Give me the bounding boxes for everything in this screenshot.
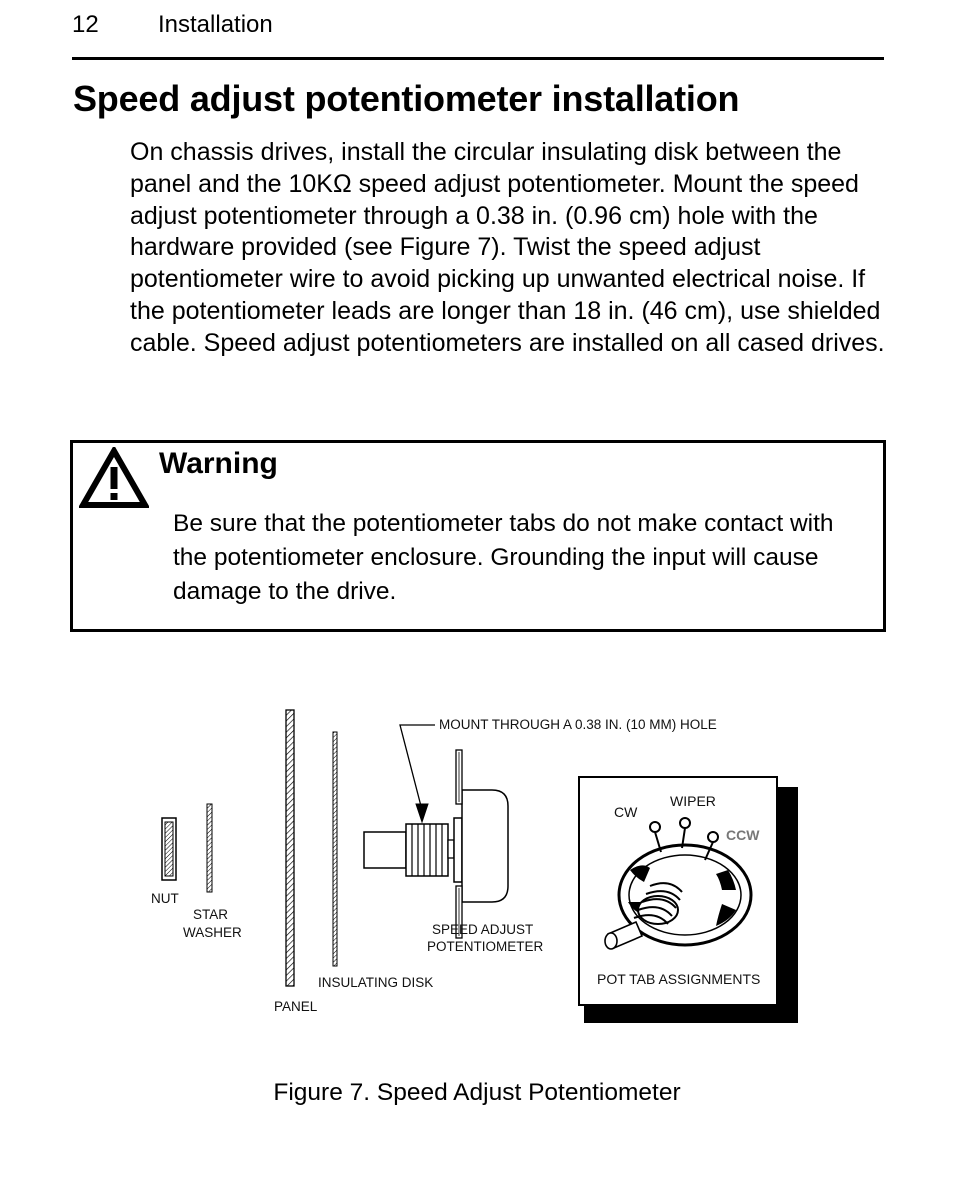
potentiometer-diagram: [130, 690, 830, 1040]
warning-text: Be sure that the potentiometer tabs do not make contact with the potentiometer enclosure. Grounding the input will cause damage to the drive.: [173, 510, 834, 605]
figure-caption: Figure 7. Speed Adjust Potentiometer: [273, 1079, 681, 1106]
page-number: 12: [72, 11, 99, 38]
potentiometer-label-line1: SPEED ADJUST: [432, 922, 534, 937]
panel-shape: [286, 710, 294, 986]
pot-tab-inset: [579, 777, 798, 1023]
inset-ccw-label: CCW: [726, 827, 760, 843]
section-name: Installation: [158, 11, 273, 38]
nut-shape: [162, 818, 176, 880]
page-title: Speed adjust potentiometer installation: [73, 78, 740, 119]
hole-callout-arrow: [400, 725, 435, 822]
insulating-disk-shape: [333, 732, 337, 966]
star-washer-shape: [207, 804, 212, 892]
hole-callout-label: MOUNT THROUGH A 0.38 IN. (10 MM) HOLE: [439, 717, 717, 732]
body-paragraph: On chassis drives, install the circular insulating disk between the panel and the 10KΩ speed adjust potentiometer. Mount the speed adjust potentiometer through a 0.38 in. (0.96 cm) hole with the hardware provided (see Figure 7). Twist the speed adjust potentiometer wire to avoid picking up unwanted electrical noise. If the potentiometer leads are longer than 18 in. (46 cm), use shielded cable. Speed adjust potentiometers are installed on all cased drives.: [130, 138, 885, 357]
warning-heading: Warning: [159, 447, 278, 480]
warning-box: [70, 440, 886, 632]
nut-label: NUT: [151, 891, 179, 906]
potentiometer-label-line2: POTENTIOMETER: [427, 939, 544, 954]
inset-title: POT TAB ASSIGNMENTS: [597, 971, 761, 987]
inset-cw-label: CW: [614, 804, 638, 820]
star-washer-label-line2: WASHER: [183, 925, 242, 940]
insulating-disk-label: INSULATING DISK: [318, 975, 434, 990]
panel-label: PANEL: [274, 999, 318, 1014]
inset-wiper-label: WIPER: [670, 793, 716, 809]
page-header: [72, 11, 884, 60]
warning-triangle-icon: [79, 447, 149, 509]
star-washer-label-line1: STAR: [193, 907, 229, 922]
potentiometer-side-view: [364, 750, 508, 938]
